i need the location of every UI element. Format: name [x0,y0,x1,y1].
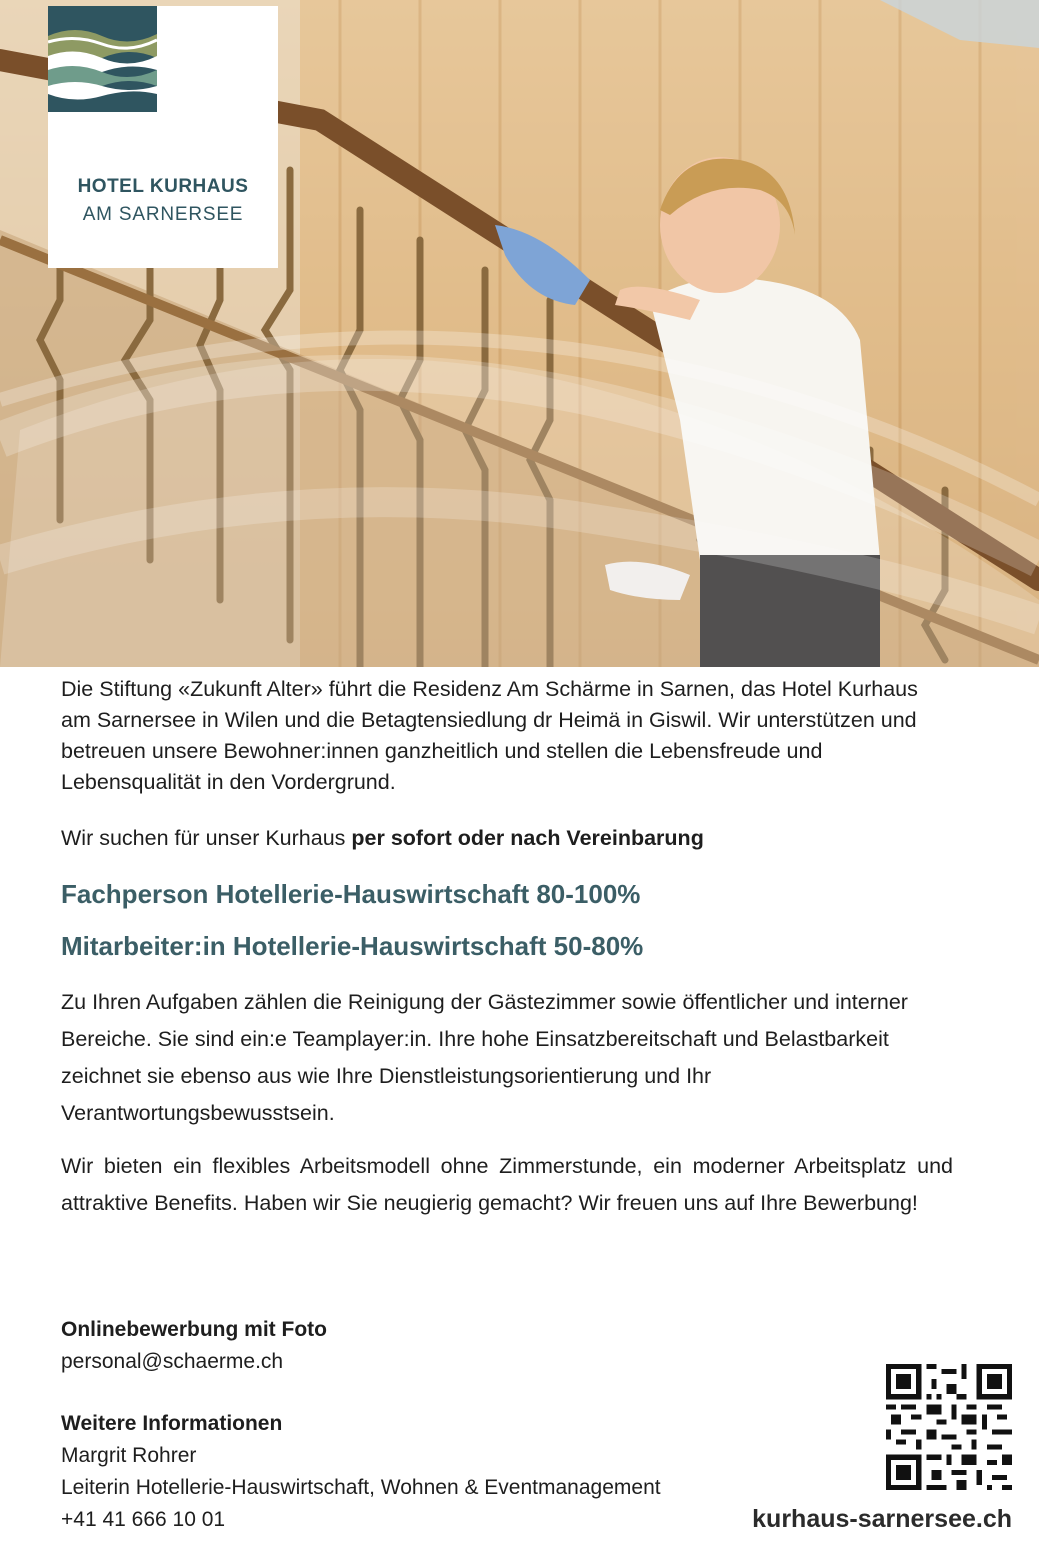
hero-photo [0,0,1039,667]
application-email-link[interactable]: personal@schaerme.ch [61,1350,284,1373]
contact-name: Margrit Rohrer [61,1444,197,1467]
search-prefix: Wir suchen für unser Kurhaus [61,826,352,850]
logo-line-2: AM SARNERSEE [82,204,244,225]
search-line [61,823,953,854]
logo-line-1: HOTEL KURHAUS [77,176,249,197]
contact-block [61,1314,661,1536]
offer-paragraph: Wir bieten ein flexibles Arbeitsmodell ohne Zimmerstunde, ein moderner Arbeitsplatz und attraktive Benefits. Haben wir Sie neugierig gemacht? Wir freuen uns auf Ihre Bewerbung! [61,1154,953,1215]
search-emphasis: per sofort oder nach Vereinbarung [351,826,704,850]
info-heading: Weitere Informationen [61,1412,283,1435]
application-heading: Onlinebewerbung mit Foto [61,1318,327,1341]
job-ad-body [61,674,953,1222]
job-title-2: Mitarbeiter:in Hotellerie-Hauswirtschaft 50-80% [61,931,644,961]
website-link[interactable]: kurhaus-sarnersee.ch [752,1505,1012,1533]
hotel-logo [48,6,278,268]
tasks-paragraph: Zu Ihren Aufgaben zählen die Reinigung der Gästezimmer sowie öffentlicher und interner Bereiche. Sie sind ein:e Teamplayer:in. Ihre hohe Einsatzbereitschaft und Belastbarkeit zeichnet sie ebenso aus wie Ihre Dienstleistungsorientierung und Ihr Verantwortungsbewusstsein. [61,990,908,1125]
intro-paragraph: Die Stiftung «Zukunft Alter» führt die Residenz Am Schärme in Sarnen, das Hotel Kurhaus am Sarnersee in Wilen und die Betagtensiedlung dr Heimä in Giswil. Wir unterstützen und betreuen unsere Bewohner:innen ganzheitlich und stellen die Lebensfreude und Lebensqualität in den Vordergrund. [61,677,918,794]
contact-phone: +41 41 666 10 01 [61,1508,226,1531]
qr-code-icon[interactable] [886,1364,1012,1490]
job-title-1: Fachperson Hotellerie-Hauswirtschaft 80-100% [61,879,641,909]
contact-role: Leiterin Hotellerie-Hauswirtschaft, Wohnen & Eventmanagement [61,1476,661,1499]
wave-logo-icon [48,6,157,112]
